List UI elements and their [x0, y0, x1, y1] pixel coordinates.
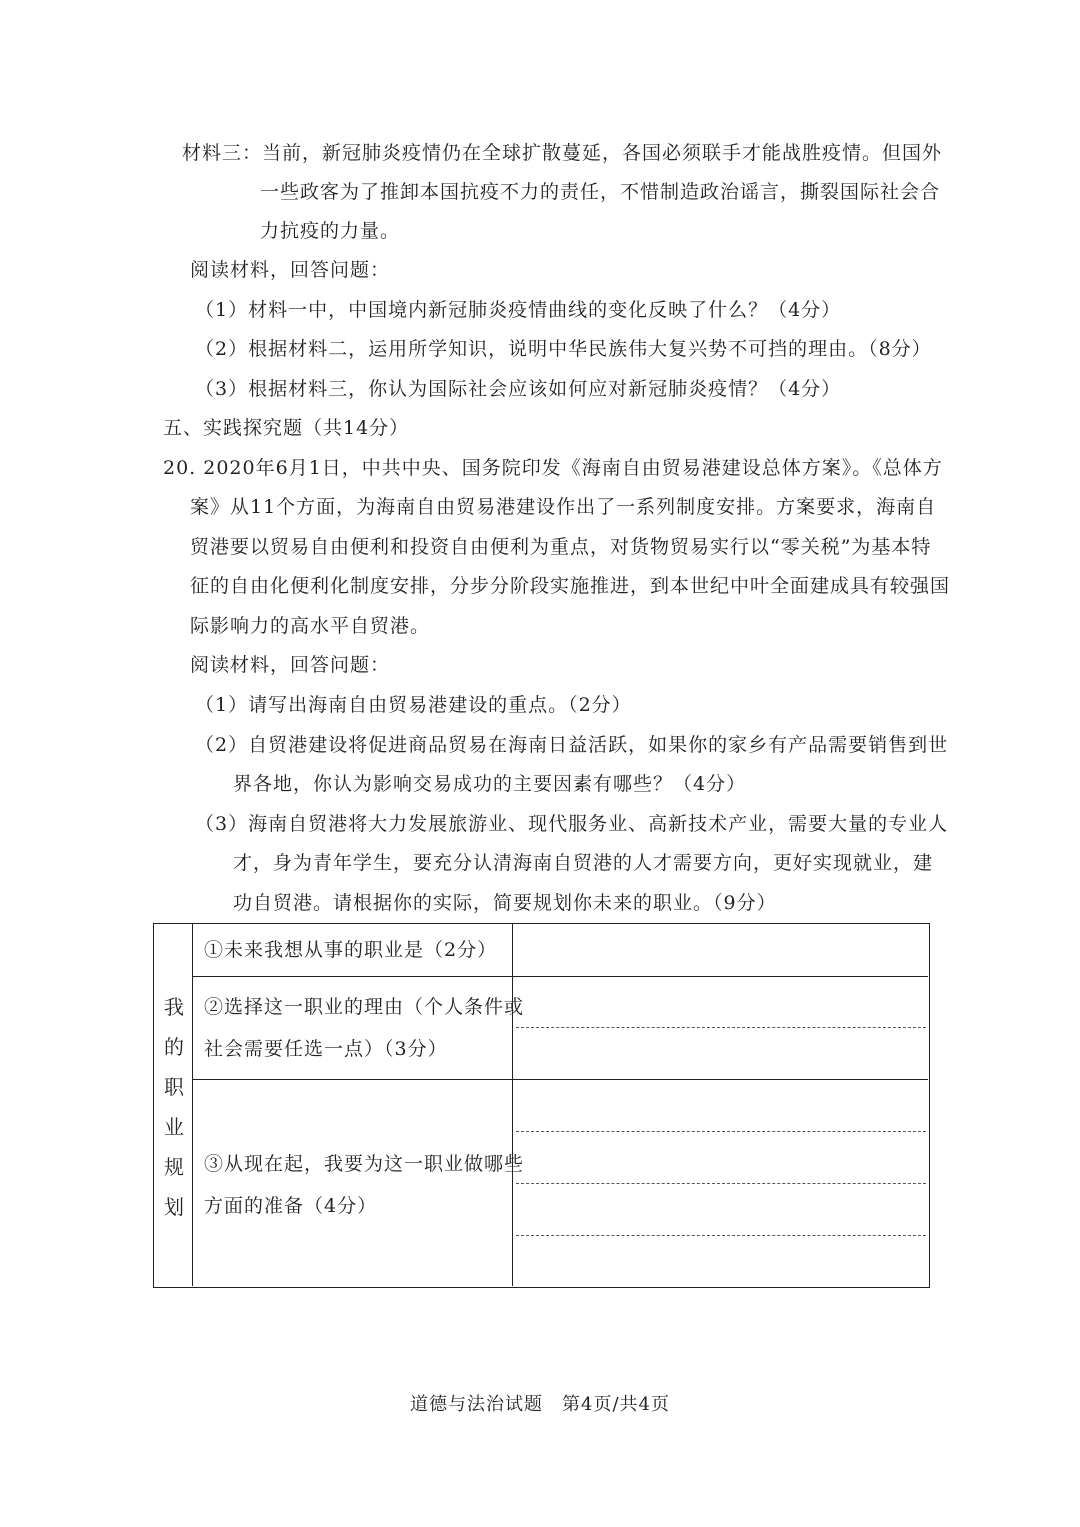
- q20-sub3-line2: 才，身为青年学生，要充分认清海南自贸港的人才需要方向，更好实现就业，建: [233, 852, 934, 874]
- q19-sub3: （3）根据材料三，你认为国际社会应该如何应对新冠肺炎疫情？（4分）: [195, 378, 842, 400]
- q20-sub3-line1: （3）海南自贸港将大力发展旅游业、现代服务业、高新技术产业，需要大量的专业人: [195, 813, 949, 835]
- q20-sub2-line2: 界各地，你认为影响交易成功的主要因素有哪些？（4分）: [233, 773, 747, 795]
- material3-line3: 力抗疫的力量。: [260, 220, 401, 242]
- q20-sub2-line1: （2）自贸港建设将促进商品贸易在海南日益活跃，如果你的家乡有产品需要销售到世: [195, 734, 949, 756]
- side-label-char: 规: [164, 1155, 184, 1179]
- q20-line1: 20. 2020年6月1日，中共中央、国务院印发《海南自由贸易港建设总体方案》。《总体方: [163, 457, 943, 479]
- row2-question-line2: 社会需要任选一点）（3分）: [204, 1038, 448, 1060]
- side-label-char: 我: [164, 995, 184, 1019]
- q19-sub1: （1）材料一中，中国境内新冠肺炎疫情曲线的变化反映了什么？（4分）: [195, 299, 842, 321]
- q19-sub2: （2）根据材料二，运用所学知识，说明中华民族伟大复兴势不可挡的理由。（8分）: [195, 338, 932, 360]
- q20-sub3-line3: 功自贸港。请根据你的实际，简要规划你未来的职业。（9分）: [233, 892, 777, 914]
- q20-line2: 案》从11个方面，为海南自由贸易港建设作出了一系列制度安排。方案要求，海南自: [190, 496, 937, 518]
- table-divider-side: [192, 924, 193, 1286]
- career-plan-table: [153, 923, 930, 1288]
- q19-prompt: 阅读材料，回答问题：: [190, 259, 391, 281]
- row2-question-line1: ②选择这一职业的理由（个人条件或: [204, 996, 525, 1018]
- row3-question-line2: 方面的准备（4分）: [204, 1195, 378, 1217]
- material3-line1: 材料三：当前，新冠肺炎疫情仍在全球扩散蔓延，各国必须联手才能战胜疫情。但国外: [182, 142, 943, 164]
- q20-line4: 征的自由化便利化制度安排，分步分阶段实施推进，到本世纪中叶全面建成具有较强国: [190, 575, 951, 597]
- section5-title: 五、实践探究题（共14分）: [163, 417, 410, 439]
- q20-line5: 际影响力的高水平自贸港。: [190, 615, 431, 637]
- answer-area-row3[interactable]: [514, 1080, 928, 1286]
- answer-area-row1[interactable]: [514, 924, 928, 976]
- q20-sub1: （1）请写出海南自由贸易港建设的重点。（2分）: [195, 694, 632, 716]
- material3-line2: 一些政客为了推卸本国抗疫不力的责任，不惜制造政治谣言，撕裂国际社会合: [260, 181, 941, 203]
- side-label-char: 职: [164, 1075, 184, 1099]
- answer-area-row2[interactable]: [514, 977, 928, 1079]
- row3-question-line1: ③从现在起，我要为这一职业做哪些: [204, 1153, 525, 1175]
- page-footer: 道德与法治试题 第4页/共4页: [410, 1394, 670, 1415]
- side-label-char: 划: [164, 1195, 184, 1219]
- side-label-char: 业: [164, 1115, 184, 1139]
- side-label-char: 的: [164, 1035, 184, 1059]
- q20-prompt: 阅读材料，回答问题：: [190, 654, 391, 676]
- table-divider-middle: [512, 924, 513, 1286]
- row1-question: ①未来我想从事的职业是（2分）: [204, 939, 498, 961]
- q20-line3: 贸港要以贸易自由便利和投资自由便利为重点，对货物贸易实行以“零关税”为基本特: [190, 536, 932, 558]
